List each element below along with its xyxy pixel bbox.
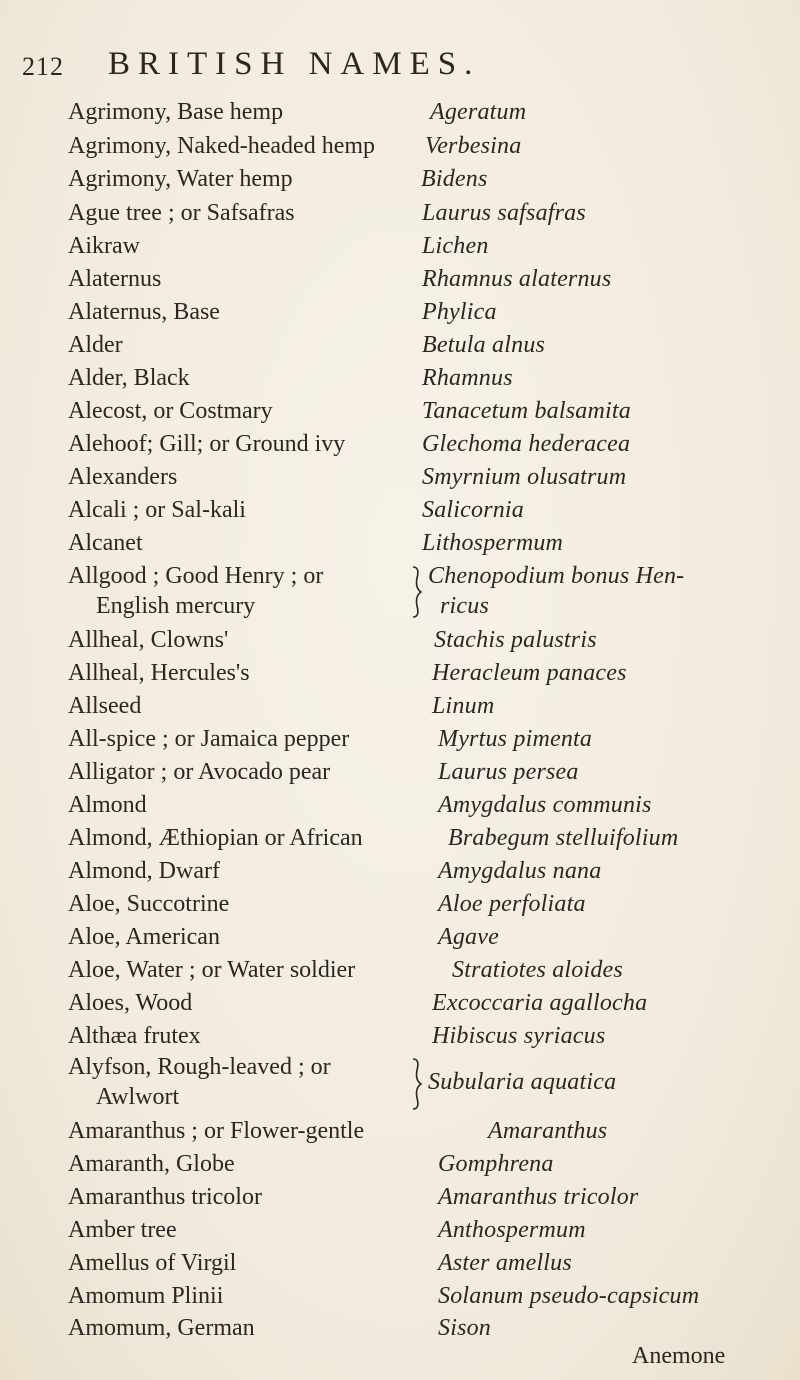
entry-row [0, 196, 800, 230]
english-name: Aloe, Water ; or Water soldier [68, 957, 356, 983]
latin-name: Solanum pseudo-capsicum [438, 1283, 700, 1309]
entry-row [0, 559, 800, 593]
entry-row [0, 887, 800, 921]
english-name-continuation: English mercury [96, 593, 256, 619]
latin-name: Aloe perfoliata [438, 891, 586, 917]
entry-row [0, 493, 800, 527]
english-name: Almond [68, 792, 147, 818]
latin-name: Amygdalus nana [438, 858, 602, 884]
latin-name: Tanacetum balsamita [422, 398, 631, 424]
entry-row [0, 854, 800, 888]
english-name: Aloes, Wood [68, 990, 193, 1016]
entry-row [0, 162, 800, 196]
english-name: Amber tree [68, 1217, 177, 1243]
brace-icon [410, 1056, 424, 1112]
latin-name: Stachis palustris [434, 627, 597, 653]
latin-name: Amygdalus communis [438, 792, 652, 818]
entry-row [0, 656, 800, 690]
entry-row [0, 295, 800, 329]
entry-row [0, 689, 800, 723]
english-name: Amellus of Virgil [68, 1250, 237, 1276]
english-name: Aloe, American [68, 924, 220, 950]
running-title: BRITISH NAMES. [108, 46, 481, 82]
english-name: Agrimony, Naked-headed hemp [68, 133, 376, 159]
english-name: Alyfson, Rough-leaved ; or [68, 1054, 331, 1080]
entry-row [0, 328, 800, 362]
english-name: Agrimony, Base hemp [68, 99, 284, 125]
english-name: Allgood ; Good Henry ; or [68, 563, 324, 589]
english-name: Amomum, German [68, 1315, 255, 1341]
latin-name: Lichen [422, 233, 489, 259]
entry-row [0, 1114, 800, 1148]
english-name: Amomum Plinii [68, 1283, 224, 1309]
latin-name: Salicornia [422, 497, 524, 523]
latin-name: Linum [432, 693, 495, 719]
entry-row [0, 1246, 800, 1280]
english-name: Alaternus [68, 266, 162, 292]
latin-name: Smyrnium olusatrum [422, 464, 627, 490]
page-number: 212 [22, 52, 64, 81]
english-name: Amaranthus tricolor [68, 1184, 262, 1210]
entry-row [0, 361, 800, 395]
latin-name: Bidens [421, 166, 488, 192]
english-name: All-spice ; or Jamaica pepper [68, 726, 350, 752]
latin-name: Stratiotes aloides [452, 957, 623, 983]
latin-name: Verbesina [425, 133, 522, 159]
entry-row [0, 986, 800, 1020]
brace-icon [410, 564, 424, 620]
entry-row [0, 394, 800, 428]
latin-name: Amaranthus [488, 1118, 608, 1144]
english-name-continuation: Awlwort [96, 1084, 180, 1110]
latin-name: Agave [438, 924, 499, 950]
latin-name: Aster amellus [438, 1250, 572, 1276]
entry-row [0, 526, 800, 560]
latin-name: Brabegum stelluifolium [448, 825, 679, 851]
english-name: Allseed [68, 693, 142, 719]
latin-name: Ageratum [430, 99, 527, 125]
latin-name: Hibiscus syriacus [432, 1023, 606, 1049]
english-name: Alecost, or Costmary [68, 398, 273, 424]
latin-name-continuation: ricus [440, 593, 489, 619]
latin-name: Anthospermum [438, 1217, 586, 1243]
english-name: Agrimony, Water hemp [68, 166, 293, 192]
english-name: Alcali ; or Sal-kali [68, 497, 246, 523]
english-name: Althæa frutex [68, 1023, 201, 1049]
entry-row [0, 755, 800, 789]
english-name: Amaranthus ; or Flower-gentle [68, 1118, 365, 1144]
entry-row [0, 229, 800, 263]
latin-name: Laurus persea [438, 759, 579, 785]
latin-name: Myrtus pimenta [438, 726, 593, 752]
latin-name: Glechoma hederacea [422, 431, 631, 457]
latin-name: Rhamnus [422, 365, 513, 391]
latin-name: Sison [438, 1315, 492, 1341]
entry-row [0, 1019, 800, 1053]
entry-row [0, 788, 800, 822]
entry-row [0, 722, 800, 756]
english-name: Ague tree ; or Safsafras [68, 200, 295, 226]
english-name: Alehoof; Gill; or Ground ivy [68, 431, 346, 457]
catchword: Anemone [632, 1343, 726, 1369]
entry-row [0, 1311, 800, 1345]
latin-name: Heracleum panaces [432, 660, 627, 686]
entry-row [0, 821, 800, 855]
entry-row-continuation [0, 589, 800, 623]
entry-row [0, 1279, 800, 1313]
english-name: Alder [68, 332, 123, 358]
english-name: Alcanet [68, 530, 143, 556]
entry-row [0, 427, 800, 461]
english-name: Allheal, Hercules's [68, 660, 250, 686]
entry-row [0, 460, 800, 494]
entry-row [0, 953, 800, 987]
latin-name: Chenopodium bonus Hen- [428, 563, 685, 589]
english-name: Alligator ; or Avocado pear [68, 759, 331, 785]
entry-row-latin [0, 1065, 800, 1099]
entry-row [0, 1147, 800, 1181]
english-name: Aloe, Succotrine [68, 891, 230, 917]
english-name: Alexanders [68, 464, 178, 490]
latin-name: Gomphrena [438, 1151, 554, 1177]
english-name: Alder, Black [68, 365, 190, 391]
english-name: Alaternus, Base [68, 299, 220, 325]
entry-row [0, 1180, 800, 1214]
entry-row [0, 920, 800, 954]
entry-row [0, 262, 800, 296]
latin-name: Lithospermum [422, 530, 564, 556]
latin-name: Betula alnus [422, 332, 546, 358]
english-name: Aikraw [68, 233, 140, 259]
latin-name: Subularia aquatica [428, 1069, 617, 1095]
latin-name: Excoccaria agallocha [432, 990, 648, 1016]
english-name: Amaranth, Globe [68, 1151, 235, 1177]
latin-name: Laurus safsafras [422, 200, 586, 226]
latin-name: Amaranthus tricolor [438, 1184, 639, 1210]
english-name: Almond, Dwarf [68, 858, 220, 884]
entry-row [0, 95, 800, 129]
latin-name: Rhamnus alaternus [422, 266, 612, 292]
latin-name: Phylica [422, 299, 497, 325]
entry-row [0, 623, 800, 657]
english-name: Almond, Æthiopian or African [68, 825, 363, 851]
entry-row [0, 129, 800, 163]
entry-row [0, 1213, 800, 1247]
english-name: Allheal, Clowns' [68, 627, 229, 653]
